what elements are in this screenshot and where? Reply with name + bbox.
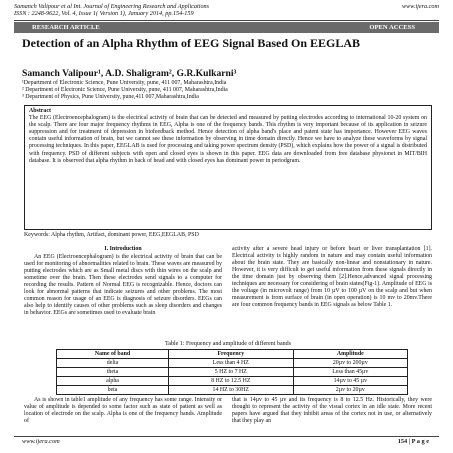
table-row: [57, 386, 408, 395]
affiliation-2: ² Department of Electronic Science, Pune University, pune, 411 007, Maharashtra,India: [22, 87, 228, 94]
table-cell: 2µv to 20µv: [293, 386, 407, 395]
affiliations: [22, 80, 228, 102]
intro-right-text: activity after a severe head injury or before heart or liver transplantation [1]. Electrical activity is highly random in nature and may contain useful information about the brain state. They are basically non-linear and nonstationary in nature. However, it is very difficult to get useful information from these signals directly in the time domain just by observing them [2].Hence,advanced signal processing techniques are necessary for considering of brain states(Fig-1). Amplitude of EEG is the voltage (in microvolt range) from 10 µV to 100 µV on the scalp and but when measurement is from surface of brain (in open operation) is 10 mv to 20mv.There are four common frequency bands in EEG signals as below Table 1.: [232, 246, 432, 309]
table-cell: delta: [57, 359, 169, 368]
table-cell: beta: [57, 386, 169, 395]
affiliation-3: ³ Department of Physics, Pune University, pune,411 007,Maharashtra,India: [22, 94, 199, 101]
affiliation-1: ¹Department of Electronic Science, Pune University, pune, 411 007, Maharashtra,India: [22, 80, 227, 86]
table-cell: 14 HZ to 30HZ: [169, 386, 294, 395]
table-header-cell: Frequency: [169, 350, 294, 359]
footer-website[interactable]: www.ijera.com: [22, 438, 60, 445]
paper-title: Detection of an Alpha Rhythm of EEG Signal Based On EEGLAB: [22, 36, 361, 50]
table-cell: 20µv to 200µv: [293, 359, 407, 368]
table-cell: alpha: [57, 377, 169, 386]
issn-line: ISSN : 2248-9622, Vol. 4, Issue 1( Version 1), January 2014, pp.154-159: [14, 10, 194, 18]
author-list: Samanch Valipour¹, A.D. Shaligram², G.R.Kulkarni³: [22, 68, 237, 79]
table-header-cell: Name of band: [57, 350, 169, 359]
research-article-label: RESEARCH ARTICLE: [32, 24, 100, 31]
frequency-bands-table: [56, 349, 408, 395]
keywords: Keywords: Alpha rhythm, Artifact, dominant power, EEG,EEGLAB, PSD: [24, 232, 199, 238]
table-cell: Less than 4 HZ: [169, 359, 294, 368]
post-table-left-column: As is shown in table1 amplitude of any frequency has some range. Intensity or value of amplitude is depended to some factor such as state of patient as well as location of electrode on the scalp. Alpha is one of the frequency bands. Amplitude of: [24, 397, 222, 425]
intro-left-text: An EEG (Electroencephalogram) is the electrical activity of brain that can be used for monitoring of abnormalities related to brain. These waves are measured by putting electrodes which are as Small metal discs with thin wires on the scalp and sometime over the brain. Then these electrodes send signals to a computer for recording the results. Pattern of Normal EEG is recognizable. Hence, doctors can look for abnormal patterns that indicate seizures and other problems. The most common reason for usage of an EEG is diagnosis of seizure disorders. EEGs can also help to identify causes of other problems such as sleep disorders and changes in behavior. EEGs are sometimes used to evaluate brain: [24, 254, 222, 317]
table-caption: Table 1: Frequency and amplitude of different bands: [165, 341, 291, 347]
table-cell: theta: [57, 368, 169, 377]
table-row: [57, 377, 408, 386]
page-number: 154 | P a g e: [397, 438, 429, 445]
intro-right-column: [232, 246, 432, 309]
running-header: [14, 3, 209, 18]
post-table-right-column: that is 14µv to 45 µv and its frequency is 8 to 12.5 Hz. Historically, they were thought to represent the activity of the visual cortex in an idle state. More recent papers have argued that they inhibit areas of the cortex not in use, or alternatively that they play an: [232, 397, 432, 425]
table-cell: Less than 45µv: [293, 368, 407, 377]
table-cell: 8 HZ to 12.5 HZ: [169, 377, 294, 386]
abstract-text: The EEG (Electroencephalogram) is the electrical activity of brain that can be detected and measured by putting electrodes according to international 10-20 system on the scalp. There are four major frequency rhythms in EEG, Alpha is one of the frequency bands. This rhythm is very important because of its application in seizure suppression and for treatment of depression in biofeedback method. Hence detection of alpha band's place and patent state has importance. However EEG waves contain useful information of brain, but we cannot see these information by observing in time domain directly. Hence we have to analyze these waveforms by signal processing techniques. In this paper, EEGLAB is used for processing and taking power spectrum density (PSD), which explains how the power of a signal is distributed with frequency. PSD of different subjects with open and closed eyes is shown in this paper. EEG data are downloaded from free database physionet in MIT/BIH database. It is observed that alpha rhythm in back of head and with closed eyes has dominant power in periodgram.: [29, 115, 427, 164]
table-cell: 5 HZ to 7 HZ: [169, 368, 294, 377]
abstract-box: [24, 105, 432, 230]
table-cell: 14µv to 45 µv: [293, 377, 407, 386]
table-row: [57, 359, 408, 368]
open-access-label: OPEN ACCESS: [369, 24, 415, 31]
article-type-banner: [14, 22, 439, 33]
section-heading-introduction: I. Introduction: [104, 246, 142, 252]
footer-divider: [14, 436, 439, 437]
table-header-row: [57, 350, 408, 359]
table-header-cell: Amplitude: [293, 350, 407, 359]
abstract-heading: Abstract: [29, 108, 51, 114]
table-row: [57, 368, 408, 377]
journal-website[interactable]: www.ijera.com: [401, 3, 439, 10]
intro-left-column: [24, 246, 222, 317]
header-divider: [14, 20, 439, 21]
journal-line: Samanch Valipour et al Int. Journal of Engineering Research and Applications: [14, 3, 210, 10]
